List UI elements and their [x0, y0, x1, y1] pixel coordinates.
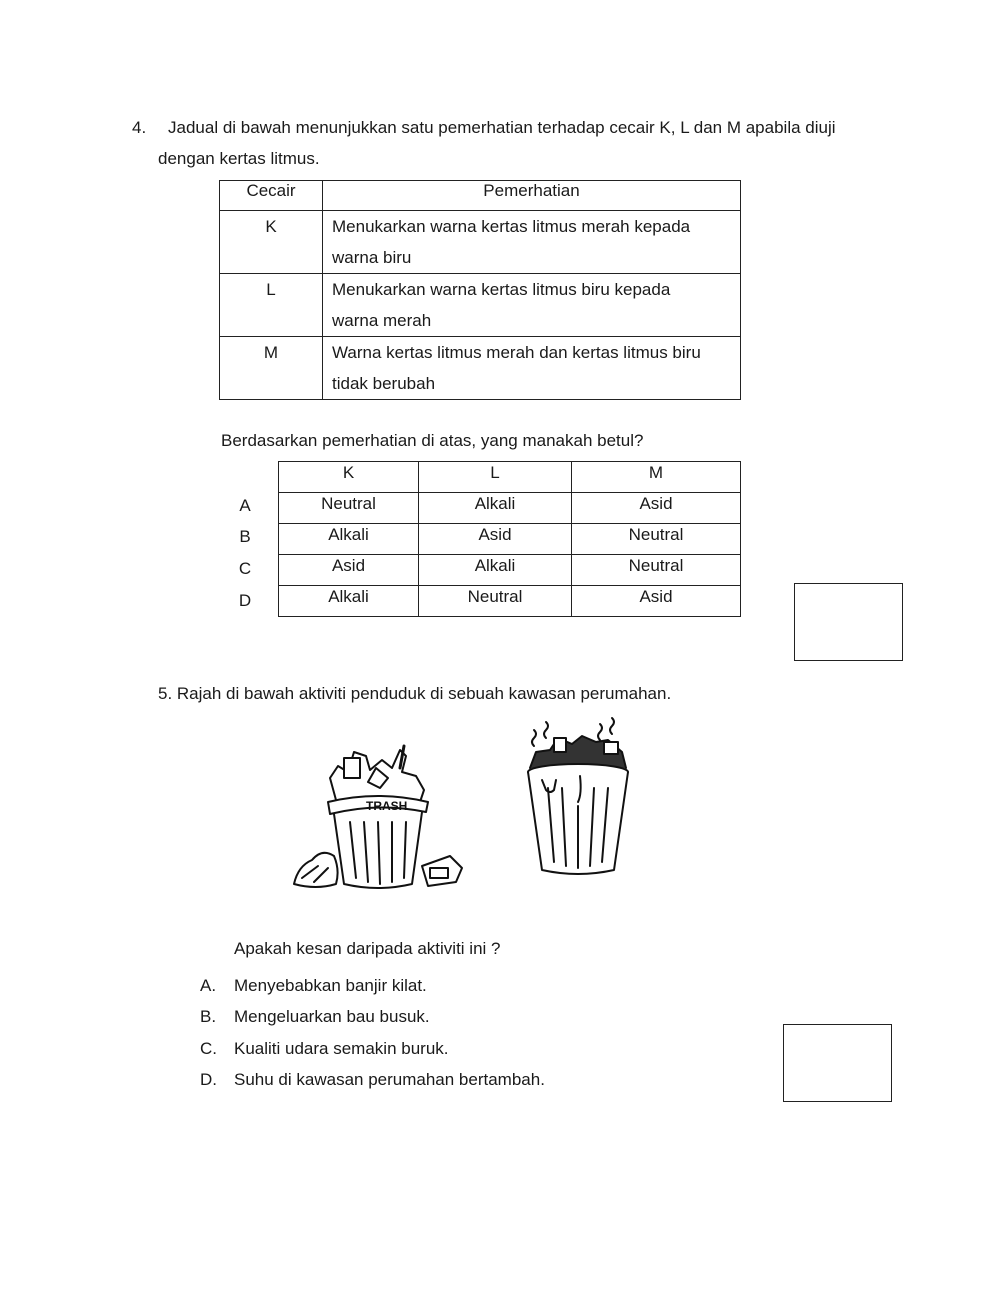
table-header-observation: Pemerhatian — [323, 181, 741, 211]
observation-line: Menukarkan warna kertas litmus merah kepada — [332, 217, 691, 236]
option-letter-c: C — [238, 559, 252, 578]
trash-label: TRASH — [366, 799, 408, 813]
observation-cell — [323, 337, 741, 400]
choice-text-b: Mengeluarkan bau busuk. — [234, 1007, 430, 1026]
question-4-text-line1: Jadual di bawah menunjukkan satu pemerhatian terhadap cecair K, L dan M apabila diuji — [168, 118, 836, 137]
question-4-number: 4. — [132, 118, 147, 137]
choice-letter-b: B. — [200, 1007, 217, 1026]
observation-line: warna merah — [332, 311, 432, 330]
choice-text-c: Kualiti udara semakin buruk. — [234, 1039, 449, 1058]
option-letter-b: B — [239, 527, 251, 546]
liquid-cell: K — [220, 211, 323, 274]
question-5-prompt: Apakah kesan daripada aktiviti ini ? — [234, 939, 501, 958]
table-row — [279, 493, 741, 524]
question-4-prompt: Berdasarkan pemerhatian di atas, yang manakah betul? — [221, 431, 644, 450]
header-l: L — [419, 462, 572, 493]
table-row — [279, 586, 741, 617]
observation-cell — [323, 211, 741, 274]
liquid-cell: L — [220, 274, 323, 337]
overflowing-trash-can-illustration — [288, 738, 468, 896]
answer-options-table — [278, 461, 741, 617]
choice-letter-c: C. — [200, 1039, 217, 1058]
cell-l: Alkali — [419, 555, 572, 586]
cell-l: Alkali — [419, 493, 572, 524]
table-row — [220, 211, 741, 274]
observation-line: Warna kertas litmus merah dan kertas litmus biru — [332, 343, 701, 362]
cell-l: Asid — [419, 524, 572, 555]
cell-m: Neutral — [572, 524, 741, 555]
cell-m: Asid — [572, 586, 741, 617]
cell-l: Neutral — [419, 586, 572, 617]
table-row — [279, 555, 741, 586]
table-header-liquid: Cecair — [220, 181, 323, 211]
header-k: K — [279, 462, 419, 493]
question-4-text-line2: dengan kertas litmus. — [158, 149, 320, 168]
header-m: M — [572, 462, 741, 493]
observation-line: tidak berubah — [332, 374, 436, 393]
answer-box-q5[interactable] — [783, 1024, 892, 1102]
option-letter-a: A — [239, 496, 251, 515]
choice-letter-a: A. — [200, 976, 217, 995]
cell-m: Asid — [572, 493, 741, 524]
observation-table — [219, 180, 741, 400]
cell-k: Neutral — [279, 493, 419, 524]
choice-text-a: Menyebabkan banjir kilat. — [234, 976, 427, 995]
table-row — [220, 337, 741, 400]
table-row — [220, 274, 741, 337]
table-row — [279, 524, 741, 555]
observation-line: warna biru — [332, 248, 412, 267]
smelly-trash-can-illustration — [520, 716, 638, 886]
observation-cell — [323, 274, 741, 337]
choice-text-d: Suhu di kawasan perumahan bertambah. — [234, 1070, 545, 1089]
answer-box-q4[interactable] — [794, 583, 903, 661]
choice-letter-d: D. — [200, 1070, 217, 1089]
option-letter-d: D — [238, 591, 252, 610]
cell-k: Alkali — [279, 586, 419, 617]
question-5-text: 5. Rajah di bawah aktiviti penduduk di sebuah kawasan perumahan. — [158, 684, 672, 703]
cell-k: Asid — [279, 555, 419, 586]
observation-line: Menukarkan warna kertas litmus biru kepada — [332, 280, 671, 299]
cell-m: Neutral — [572, 555, 741, 586]
cell-k: Alkali — [279, 524, 419, 555]
liquid-cell: M — [220, 337, 323, 400]
